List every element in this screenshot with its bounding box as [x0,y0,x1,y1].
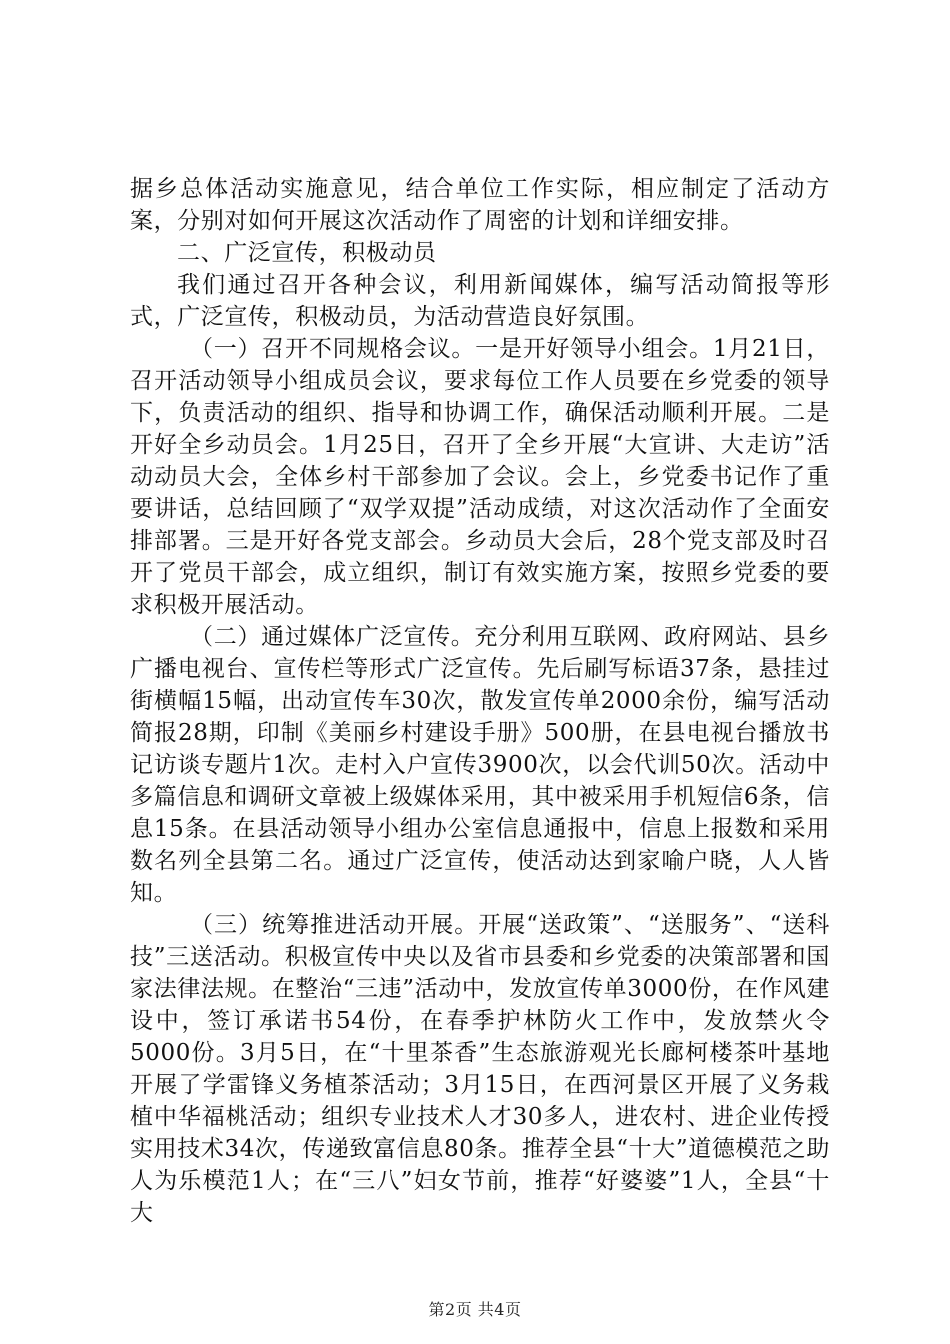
page-number: 第2页 共4页 [428,1300,522,1319]
section-heading: 二、广泛宣传，积极动员 [177,240,437,266]
paragraph-continuation: 据乡总体活动实施意见，结合单位工作实际，相应制定了活动方案，分别对如何开展这次活动作了周密的计划和详细安排。 [130,176,830,234]
paragraph-activities: （三）统筹推进活动开展。开展“送政策”、“送服务”、“送科技”三送活动。积极宣传中央以及省市县委和乡党委的决策部署和国家法律法规。在整治“三违”活动中，发放宣传单3000份，在作风建设中，签订承诺书54份，在春季护林防火工作中，发放禁火令5000份。3月5日，在“十里茶香”生态旅游观光长廊柯楼茶叶基地开展了学雷锋义务植茶活动；3月15日，在西河景区开展了义务栽植中华福桃活动；组织专业技术人才30多人，进农村、进企业传授实用技术34次，传递致富信息80条。推荐全县“十大”道德模范之助人为乐模范1人；在“三八”妇女节前，推荐“好婆婆”1人，全县“十大 [130,912,830,1226]
paragraph-media: （二）通过媒体广泛宣传。充分利用互联网、政府网站、县乡广播电视台、宣传栏等形式广泛宣传。先后刷写标语37条，悬挂过街横幅15幅，出动宣传车30次，散发宣传单2000余份，编写活动简报28期，印制《美丽乡村建设手册》500册，在县电视台播放书记访谈专题片1次。走村入户宣传3900次，以会代训50次。活动中多篇信息和调研文章被上级媒体采用，其中被采用手机短信6条，信息15条。在县活动领导小组办公室信息通报中，信息上报数和采用数名列全县第二名。通过广泛宣传，使活动达到家喻户晓，人人皆知。 [130,624,830,906]
document-body [130,173,830,1229]
paragraph-intro: 我们通过召开各种会议，利用新闻媒体，编写活动简报等形式，广泛宣传，积极动员，为活动营造良好氛围。 [130,272,830,330]
page-footer [0,1300,950,1320]
paragraph-meetings: （一）召开不同规格会议。一是开好领导小组会。1月21日，召开活动领导小组成员会议，要求每位工作人员要在乡党委的领导下，负责活动的组织、指导和协调工作，确保活动顺利开展。二是开好全乡动员会。1月25日，召开了全乡开展“大宣讲、大走访”活动动员大会，全体乡村干部参加了会议。会上，乡党委书记作了重要讲话，总结回顾了“双学双提”活动成绩，对这次活动作了全面安排部署。三是开好各党支部会。乡动员大会后，28个党支部及时召开了党员干部会，成立组织，制订有效实施方案，按照乡党委的要求积极开展活动。 [130,336,830,618]
